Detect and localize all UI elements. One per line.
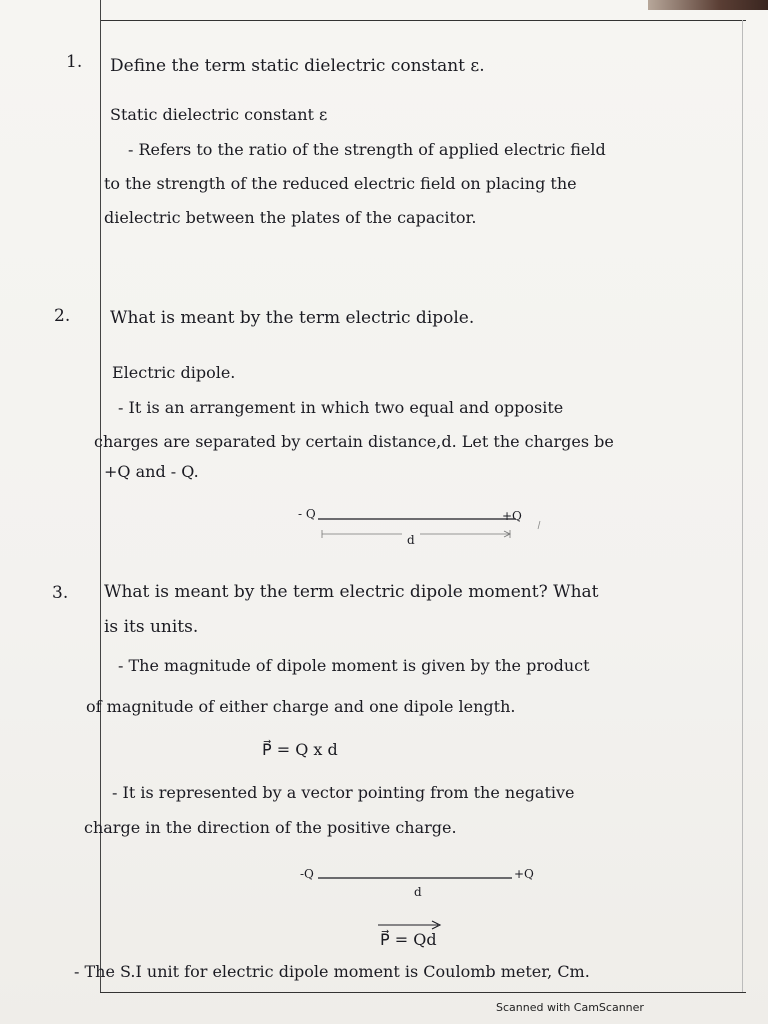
q2-answer-line: charges are separated by certain distance,d. Let the charges be — [94, 432, 614, 451]
q2-question: What is meant by the term electric dipole. — [110, 308, 475, 328]
q2-answer-line: - It is an arrangement in which two equal and opposite — [118, 398, 564, 417]
scanner-watermark: Scanned with CamScanner — [496, 1001, 644, 1014]
q1-answer-line: - Refers to the ratio of the strength of applied electric field — [128, 140, 606, 159]
q2-diagram-distance-label: d — [407, 533, 415, 547]
q1-heading: Static dielectric constant ε — [110, 105, 328, 124]
q3-formula: P⃗ = Q x d — [262, 740, 338, 759]
q2-diagram-neg-label: - Q — [298, 507, 316, 521]
q1-question: Define the term static dielectric constant ε. — [110, 56, 485, 76]
q1-answer-line: dielectric between the plates of the capacitor. — [104, 208, 477, 227]
q2-number: 2. — [54, 306, 71, 326]
q3-number: 3. — [52, 583, 69, 603]
q1-number: 1. — [66, 52, 83, 72]
q1-answer-line: to the strength of the reduced electric field on placing the — [104, 174, 577, 193]
q3-question-line: What is meant by the term electric dipole moment? What — [104, 582, 599, 602]
q3-vector-line: - It is represented by a vector pointing from the negative — [112, 783, 575, 802]
q2-diagram-pos-label: +Q — [502, 509, 522, 523]
q3-unit-line: - The S.I unit for electric dipole moment is Coulomb meter, Cm. — [74, 962, 590, 981]
q2-heading: Electric dipole. — [112, 363, 236, 382]
q3-diagram-pos-label: +Q — [514, 867, 534, 881]
q3-question-line: is its units. — [104, 617, 199, 637]
q3-vector-line: charge in the direction of the positive charge. — [84, 818, 457, 837]
q3-vector-label: P⃗ = Qd — [380, 930, 437, 949]
q3-diagram-distance-label: d — [414, 885, 422, 899]
q3-answer-line: of magnitude of either charge and one dipole length. — [86, 697, 516, 716]
pen-mark — [538, 521, 540, 529]
q2-answer-line: +Q and - Q. — [104, 462, 199, 481]
q3-diagram-neg-label: -Q — [300, 867, 314, 881]
q3-answer-line: - The magnitude of dipole moment is given by the product — [118, 656, 590, 675]
